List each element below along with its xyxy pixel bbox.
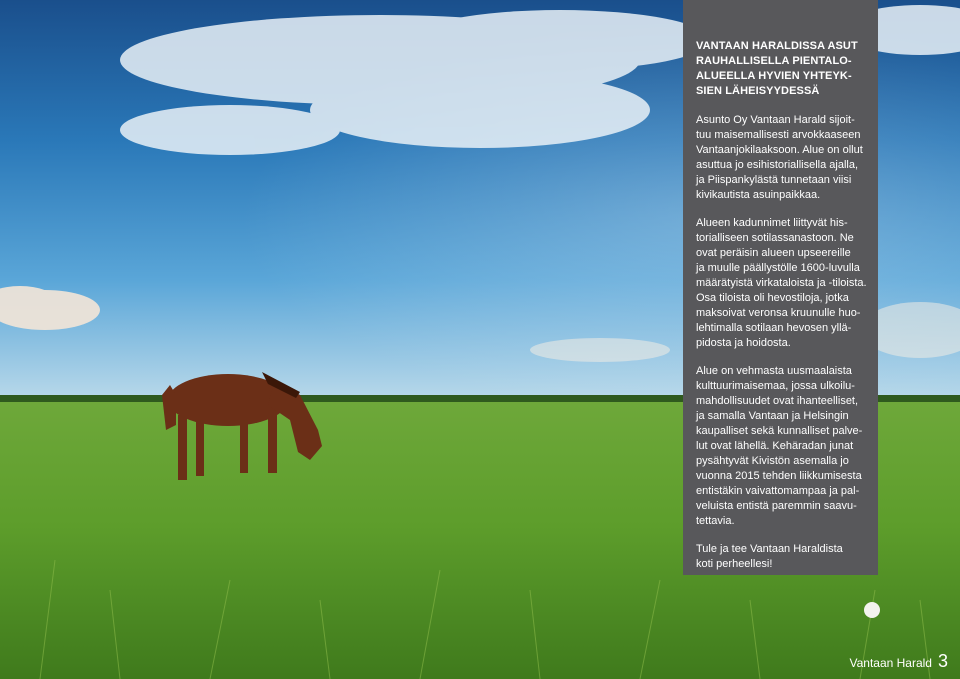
paragraph-history: Asunto Oy Vantaan Harald sijoit- tuu maisemallisesti arvokkaaseen Vantaanjokilaaksoon. Alue on ollut asuttua jo esihistoriallisella ajalla, ja Piispankylästä tunnetaan viisi kivikautista asuinpaikkaa.: [696, 114, 863, 201]
page-number: 3: [937, 651, 948, 671]
info-panel: [683, 0, 878, 575]
paragraph-call-to-action: Tule ja tee Vantaan Haraldista koti perheellesi!: [696, 543, 843, 570]
paragraph-environment: Alue on vehmasta uusmaalaista kulttuurimaisemaa, jossa ulkoilu- mahdollisuudet ovat ihanteelliset, ja samalla Vantaan ja Helsingin kaupalliset sekä kunnalliset palve- lut ovat lähellä. Kehäradan junat pysähtyvät Kivistön asemalla jo vuonna 2015 tehden liikkumisesta entistäkin vaivattomampaa ja pal- veluista entistä paremmin saavu- tettavia.: [696, 365, 863, 527]
page-footer: [849, 651, 948, 672]
footer-brand: Vantaan Harald: [849, 656, 932, 670]
panel-heading: VANTAAN HARALDISSA ASUT RAUHALLISELLA PIENTALO- ALUEELLA HYVIEN YHTEYK- SIEN LÄHEISYYDESSÄ: [696, 40, 858, 97]
paragraph-street-names: Alueen kadunnimet liittyvät his- torialliseen sotilassanastoon. Ne ovat peräisin alueen upseereille ja muulle päällystölle 1600-luvulla määrätyistä virkataloista ja -tiloista. Osa tiloista oli hevostiloja, jotka maksoivat veronsa kruunulle huo- lehtimalla sotilaan hevosen yllä- pidosta ja hoidosta.: [696, 217, 867, 349]
